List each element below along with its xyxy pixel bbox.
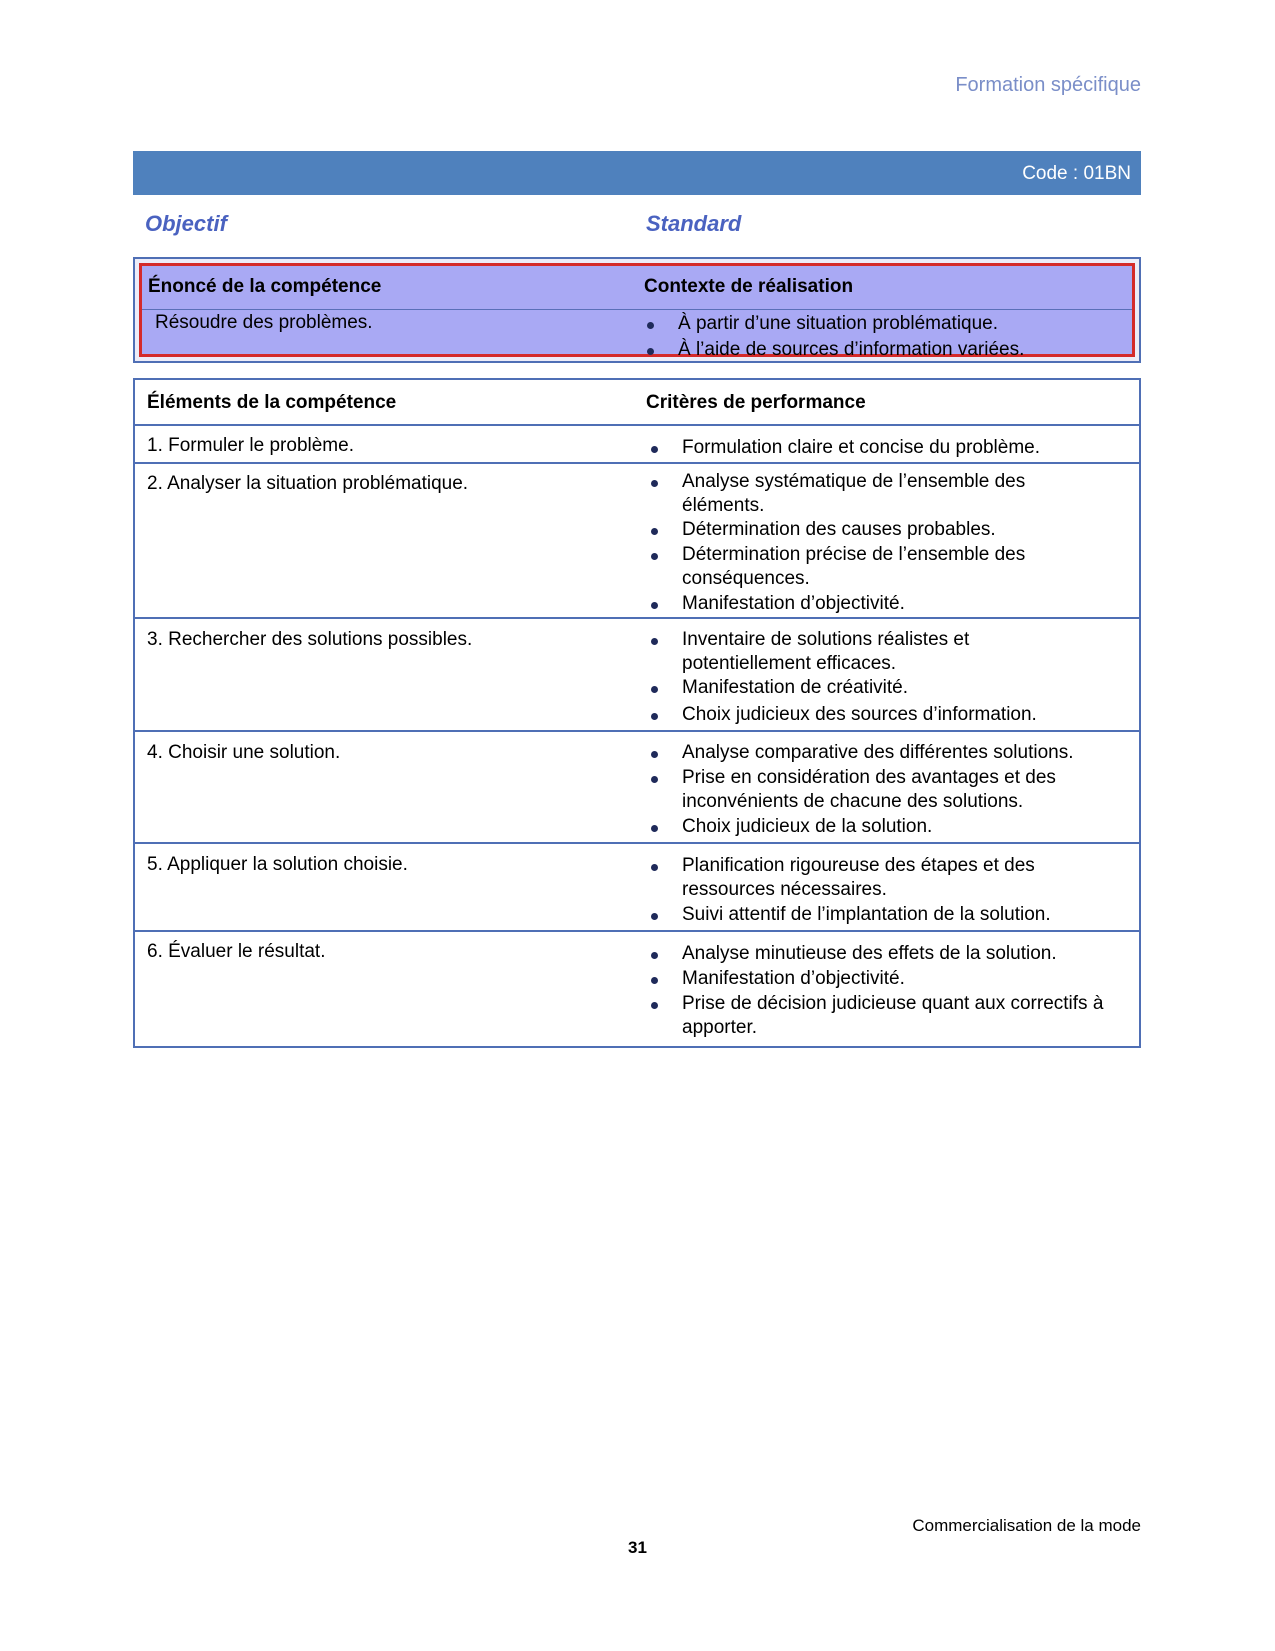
bullet-icon (651, 553, 658, 560)
bullet-icon (651, 713, 658, 720)
footer-program: Commercialisation de la mode (912, 1516, 1141, 1535)
row-divider (135, 424, 1139, 426)
criterion: Manifestation de créativité. (682, 677, 909, 698)
criterion: Inventaire de solutions réalistes et potentiellement efficaces. (682, 629, 970, 674)
code-bar (133, 151, 1141, 195)
criterion: Analyse minutieuse des effets de la solution. (682, 943, 1057, 964)
bullet-icon (651, 528, 658, 535)
row-divider (135, 730, 1139, 732)
context-item: À partir d’une situation problématique. (678, 313, 999, 334)
criterion: Planification rigoureuse des étapes et des ressources nécessaires. (682, 855, 1035, 900)
criterion: Formulation claire et concise du problème. (682, 437, 1041, 458)
criterion: Choix judicieux de la solution. (682, 816, 933, 837)
bullet-icon (647, 322, 654, 329)
standard-title: Standard (646, 211, 742, 236)
context-header: Contexte de réalisation (644, 276, 854, 297)
bullet-icon (651, 825, 658, 832)
bullet-icon (651, 776, 658, 783)
bullet-icon (651, 1002, 658, 1009)
criterion: Détermination des causes probables. (682, 519, 996, 540)
row-divider (135, 617, 1139, 619)
competence-divider (142, 309, 1132, 310)
bullet-icon (651, 977, 658, 984)
page-number: 31 (628, 1538, 647, 1557)
criterion: Prise de décision judicieuse quant aux correctifs à apporter. (682, 993, 1104, 1038)
element-label: 1. Formuler le problème. (147, 435, 354, 456)
row-divider (135, 842, 1139, 844)
code-label: Code : 01BN (1022, 163, 1131, 184)
bullet-icon (651, 638, 658, 645)
element-label: 2. Analyser la situation problématique. (147, 473, 469, 494)
competence-statement-header: Énoncé de la compétence (148, 276, 382, 297)
criterion: Analyse systématique de l’ensemble des éléments. (682, 471, 1026, 516)
criterion: Prise en considération des avantages et des inconvénients de chacune des solutions. (682, 767, 1056, 812)
criterion: Suivi attentif de l’implantation de la solution. (682, 904, 1051, 925)
element-label: 6. Évaluer le résultat. (147, 941, 326, 962)
bullet-icon (651, 864, 658, 871)
competence-statement: Résoudre des problèmes. (155, 312, 373, 333)
bullet-icon (651, 751, 658, 758)
criterion: Manifestation d’objectivité. (682, 593, 905, 614)
criterion: Choix judicieux des sources d’information. (682, 704, 1037, 725)
elements-table (133, 378, 1141, 1048)
bullet-icon (651, 686, 658, 693)
element-label: 4. Choisir une solution. (147, 742, 341, 763)
competence-box (133, 257, 1141, 363)
criterion: Détermination précise de l’ensemble des conséquences. (682, 544, 1026, 589)
context-item: À l’aide de sources d’information variées. (678, 339, 1025, 360)
element-label: 3. Rechercher des solutions possibles. (147, 629, 473, 650)
bullet-icon (651, 952, 658, 959)
row-divider (135, 462, 1139, 464)
criterion: Manifestation d’objectivité. (682, 968, 905, 989)
bullet-icon (647, 348, 654, 355)
objective-title: Objectif (145, 211, 227, 236)
section-title: Formation spécifique (955, 74, 1141, 96)
competence-inner (139, 263, 1135, 360)
criterion: Analyse comparative des différentes solutions. (682, 742, 1074, 763)
criteria-header: Critères de performance (646, 392, 866, 413)
elements-header: Éléments de la compétence (147, 392, 397, 413)
bullet-icon (651, 446, 658, 453)
row-divider (135, 930, 1139, 932)
element-label: 5. Appliquer la solution choisie. (147, 854, 408, 875)
bullet-icon (651, 480, 658, 487)
bullet-icon (651, 602, 658, 609)
bullet-icon (651, 913, 658, 920)
